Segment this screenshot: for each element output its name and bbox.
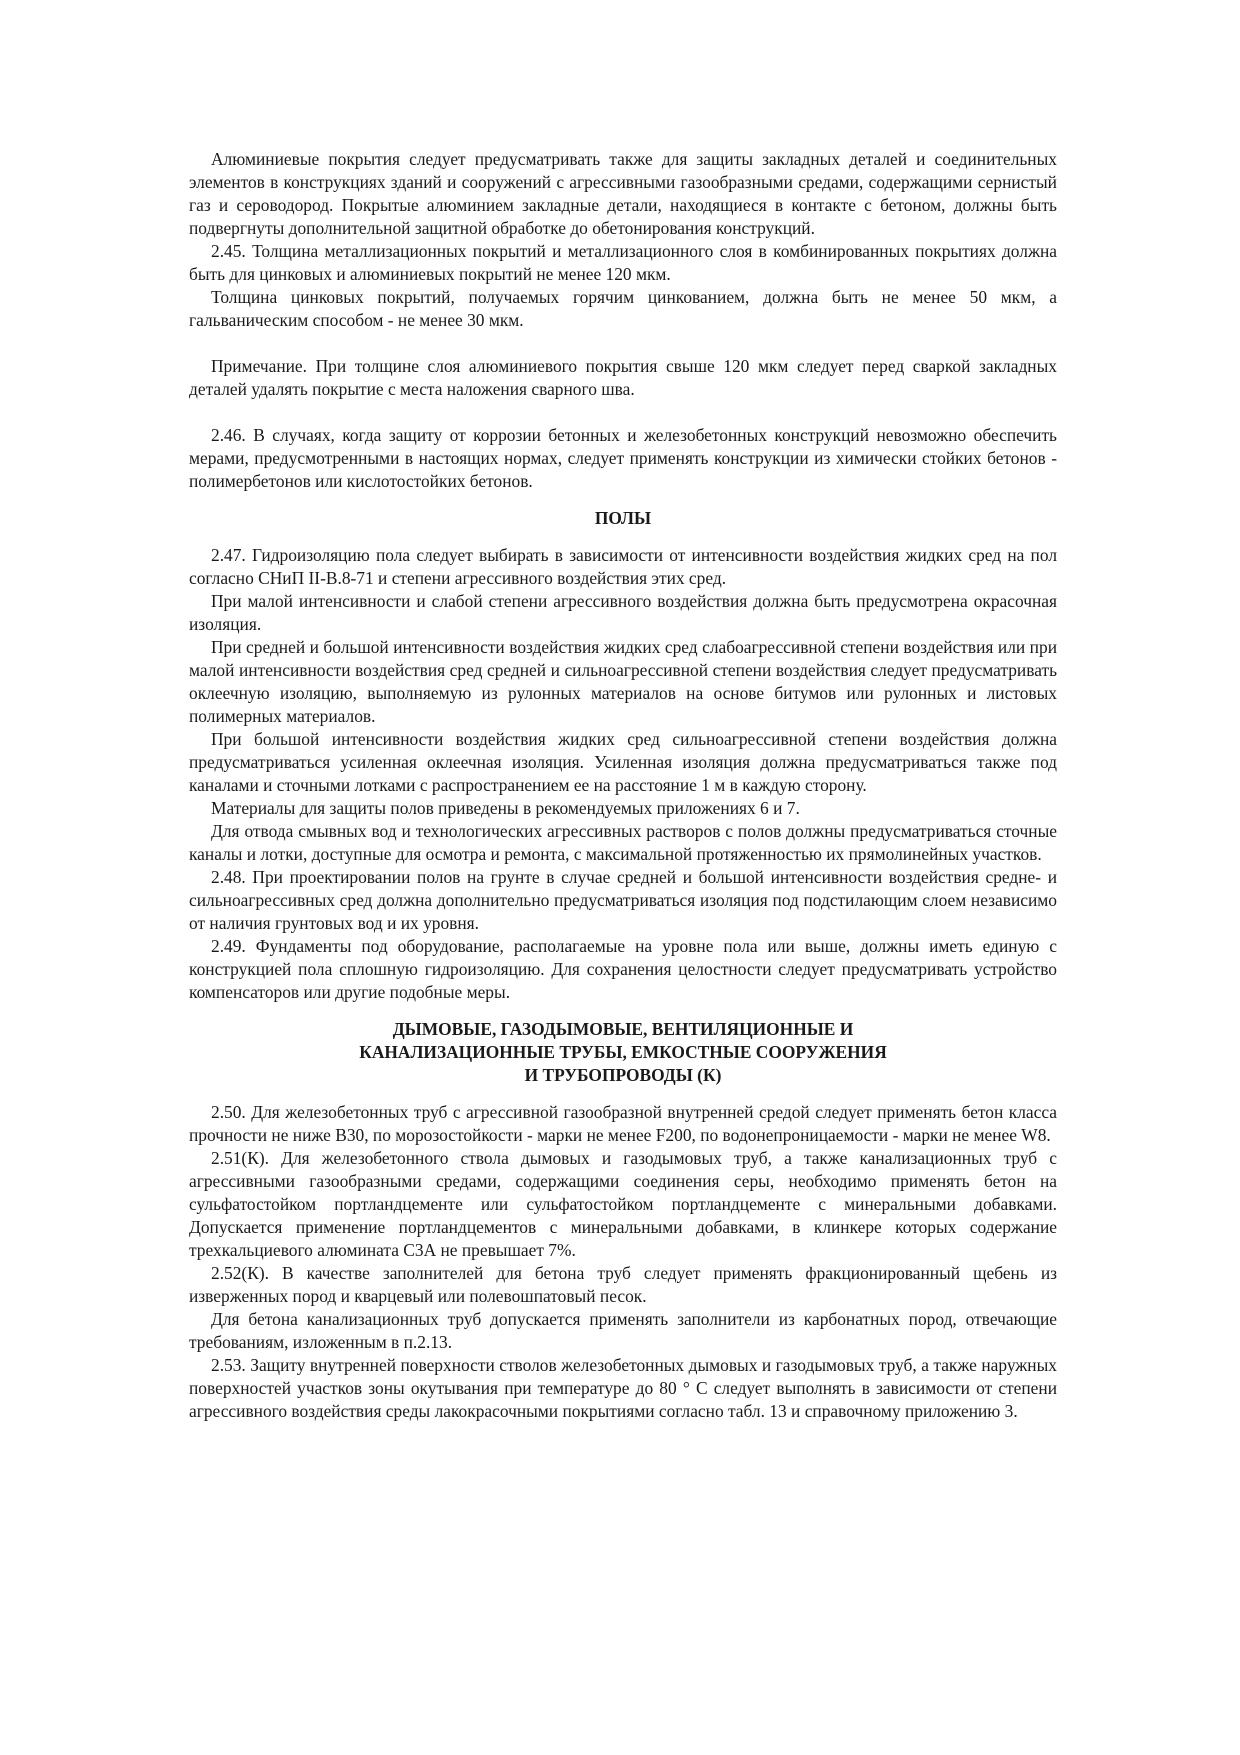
paragraph-2-52: 2.52(К). В качестве заполнителей для бетона труб следует применять фракционированный щебень из изверженных пород и кварцевый или полевошпатовый песок. [189, 1263, 1057, 1306]
spacer [189, 1004, 1057, 1018]
paragraph-sewer-aggregates: Для бетона канализационных труб допускается применять заполнители из карбонатных пород, отвечающие требованиям, изложенным в п.2.13. [189, 1309, 1057, 1352]
paragraph-drainage: Для отвода смывных вод и технологических агрессивных растворов с полов должны предусматриваться сточные каналы и лотки, доступные для осмотра и ремонта, с максимальной протяженностью их прямолинейных участков. [189, 821, 1057, 864]
paragraph-2-50: 2.50. Для железобетонных труб с агрессивной газообразной внутренней средой следует применять бетон класса прочности не ниже В30, по морозостойкости - марки не менее F200, по водонепроницаемости - марки не менее W8. [189, 1102, 1057, 1145]
paragraph-paint-insulation: При малой интенсивности и слабой степени агрессивного воздействия должна быть предусмотрена окрасочная изоляция. [189, 591, 1057, 634]
paragraph-2-49: 2.49. Фундаменты под оборудование, располагаемые на уровне пола или выше, должны иметь единую с конструкцией пола сплошную гидроизоляцию. Для сохранения целостности следует предусматривать устройство компенсаторов или другие подобные меры. [189, 936, 1057, 1002]
section-title-line: ДЫМОВЫЕ, ГАЗОДЫМОВЫЕ, ВЕНТИЛЯЦИОННЫЕ И [392, 1019, 854, 1039]
section-title-line: КАНАЛИЗАЦИОННЫЕ ТРУБЫ, ЕМКОСТНЫЕ СООРУЖЕНИЯ [359, 1042, 887, 1062]
section-title-pipes [189, 1018, 1057, 1087]
paragraph-2-47: 2.47. Гидроизоляцию пола следует выбирать в зависимости от интенсивности воздействия жидких сред на пол согласно СНиП II-В.8-71 и степени агрессивного воздействия этих сред. [189, 545, 1057, 588]
paragraph-aluminium-coatings: Алюминиевые покрытия следует предусматривать также для защиты закладных деталей и соединительных элементов в конструкциях зданий и сооружений с агрессивными газообразными средами, содержащими сернистый газ и сероводород. Покрытые алюминием закладные детали, находящиеся в контакте с бетоном, должны быть подвергнуты дополнительной защитной обработке до обетонирования конструкций. [189, 149, 1057, 238]
paragraph-2-48: 2.48. При проектировании полов на грунте в случае средней и большой интенсивности воздействия средне- и сильноагрессивных сред должна дополнительно предусматриваться изоляция под подстилающим слоем независимо от наличия грунтовых вод и их уровня. [189, 867, 1057, 933]
paragraph-materials: Материалы для защиты полов приведены в рекомендуемых приложениях 6 и 7. [211, 798, 800, 818]
paragraph-2-46: 2.46. В случаях, когда защиту от коррозии бетонных и железобетонных конструкций невозможно обеспечить мерами, предусмотренными в настоящих нормах, следует применять конструкции из химически стойких бетонов - полимербетонов или кислотостойких бетонов. [189, 425, 1057, 491]
paragraph-2-53: 2.53. Защиту внутренней поверхности стволов железобетонных дымовых и газодымовых труб, а также наружных поверхностей участков зоны окутывания при температуре до 80 ° С следует выполнять в зависимости от степени агрессивного воздействия среды лакокрасочными покрытиями согласно табл. 13 и справочному приложению 3. [189, 1355, 1057, 1421]
spacer [189, 1087, 1057, 1101]
paragraph-zinc-coatings: Толщина цинковых покрытий, получаемых горячим цинкованием, должна быть не менее 50 мкм, а гальваническим способом - не менее 30 мкм. [189, 287, 1057, 330]
section-title-line: И ТРУБОПРОВОДЫ (К) [524, 1065, 722, 1085]
spacer [189, 401, 1057, 424]
document-page [189, 148, 1057, 1423]
paragraph-2-51: 2.51(К). Для железобетонного ствола дымовых и газодымовых труб, а также канализационных труб с агрессивными газообразными средами, содержащими соединения серы, необходимо применять бетон на сульфатостойком портландцементе или сульфатостойком портландцементе с минеральными добавками. Допускается применение портландцементов с минеральными добавками, в клинкере которых содержание трехкальциевого алюмината С3А не превышает 7%. [189, 1148, 1057, 1260]
paragraph-2-45: 2.45. Толщина металлизационных покрытий и металлизационного слоя в комбинированных покрытиях должна быть для цинковых и алюминиевых покрытий не менее 120 мкм. [189, 241, 1057, 284]
spacer [189, 493, 1057, 507]
spacer [189, 332, 1057, 355]
paragraph-reinforced-insulation: При большой интенсивности воздействия жидких сред сильноагрессивной степени воздействия должна предусматриваться усиленная оклеечная изоляция. Усиленная изоляция должна предусматриваться также под каналами и сточными лотками с распространением ее на расстояние 1 м в каждую сторону. [189, 729, 1057, 795]
paragraph-glued-insulation: При средней и большой интенсивности воздействия жидких сред слабоагрессивной степени воздействия или при малой интенсивности воздействия сред средней и сильноагрессивной степени воздействия следует предусматривать оклеечную изоляцию, выполняемую из рулонных материалов на основе битумов или рулонных и листовых полимерных материалов. [189, 637, 1057, 726]
note-paragraph: Примечание. При толщине слоя алюминиевого покрытия свыше 120 мкм следует перед сваркой закладных деталей удалять покрытие с места наложения сварного шва. [189, 356, 1057, 399]
section-title-floors: ПОЛЫ [594, 508, 652, 528]
spacer [189, 530, 1057, 544]
